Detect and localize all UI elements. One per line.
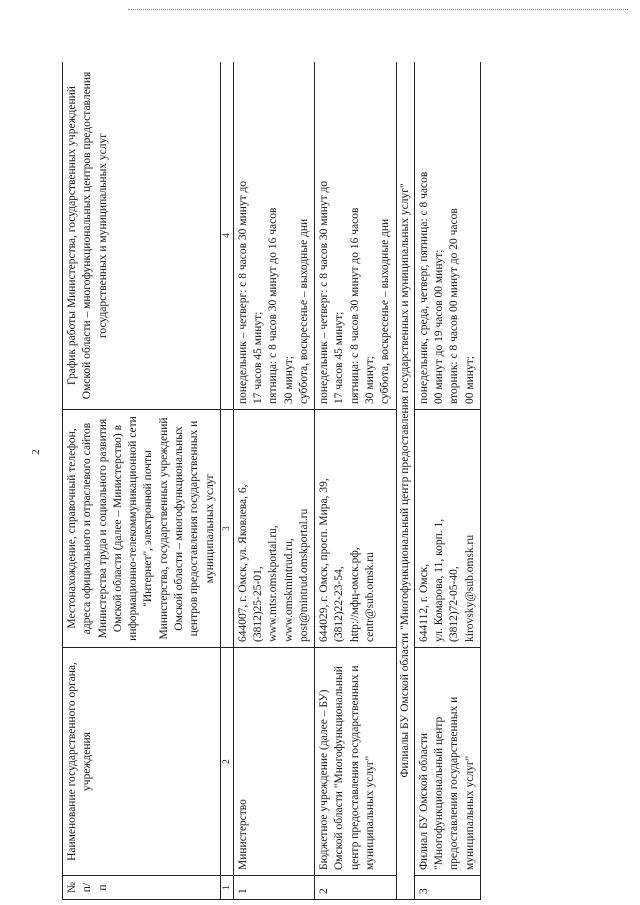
contact-line: (3812)72-05-40, xyxy=(448,566,461,642)
schedule-line: 00 минут до 19 часов 00 минут; xyxy=(433,249,446,404)
rotated-table-wrapper xyxy=(62,62,632,900)
schedule-line: вторник: с 8 часов 00 минут до 20 часов xyxy=(448,208,461,404)
schedule-line: 30 минут; xyxy=(364,356,377,404)
column-number: 3 xyxy=(220,410,233,648)
schedule-line: 00 минут; xyxy=(463,356,476,404)
header-contacts: Местонахождение, справочный телефон, адреса официального и отраслевого сайтов Министерства труда и социального развития Омской области (далее – Министерство) в информационно-телекоммуникационной сети "Интернет", электронной почты Министерства, государственных учреждений Омской области – многофункциональных центров предоставления государственных и муниципальных услуг xyxy=(63,410,221,648)
organization-name: Бюджетное учреждение (далее – БУ) Омской области "Многофункциональный центр предоставления государственных и муниципальных услуг" xyxy=(315,648,396,876)
row-number: 2 xyxy=(315,876,396,900)
contact-line: 644007, г. Омск, ул. Яковлева, 6, xyxy=(236,484,249,642)
contact-line: centr@sub.omsk.ru xyxy=(364,552,377,642)
contact-line: (3812)22-23-54, xyxy=(333,566,346,642)
column-number: 2 xyxy=(220,648,233,876)
schedule-line: пятница: с 8 часов 30 минут до 16 часов xyxy=(267,207,280,404)
contact-line: post@mintrud.omskportal.ru xyxy=(297,508,310,642)
table-row xyxy=(414,62,480,900)
page-number: 2 xyxy=(29,449,42,455)
contacts-cell xyxy=(315,410,396,648)
schedule-line: 30 минут; xyxy=(282,356,295,404)
schedule-line: суббота, воскресенье – выходные дни xyxy=(297,218,310,404)
schedule-line: суббота, воскресенье – выходные дни xyxy=(379,218,392,404)
top-rule xyxy=(128,9,628,10)
schedule-line: понедельник – четверг: с 8 часов 30 минут до xyxy=(236,180,249,404)
schedule-line: пятница: с 8 часов 30 минут до 16 часов xyxy=(348,207,361,404)
organization-name: Филиал БУ Омской области "Многофункциональный центр предоставления государственных и муниципальных услуг" xyxy=(414,648,480,876)
schedule-line: понедельник, среда, четверг, пятница: с 8 часов xyxy=(417,171,430,404)
contacts-cell xyxy=(233,410,314,648)
row-number: 1 xyxy=(233,876,314,900)
header-schedule: График работы Министерства, государственных учреждений Омской области – многофункциональных центров предоставления государственных и муниципальных услуг xyxy=(63,62,221,410)
schedule-cell xyxy=(233,62,314,410)
schedule-cell xyxy=(414,62,480,410)
schedule-line: понедельник – четверг: с 8 часов 30 минут до xyxy=(318,180,331,404)
header-number: № п/п xyxy=(63,876,221,900)
header-row xyxy=(63,62,221,900)
organization-name: Министерство xyxy=(233,648,314,876)
contact-line: (3812)25-25-01, xyxy=(252,566,265,642)
schedule-cell xyxy=(315,62,396,410)
document-sheet xyxy=(62,62,632,900)
contact-line: 644029, г. Омск, просп. Мира, 39, xyxy=(318,478,331,642)
table-row xyxy=(233,62,314,900)
header-organization: Наименование государственного органа, учреждения xyxy=(63,648,221,876)
section-title: Филиалы БУ Омской области "Многофункциональный центр предоставления государственных и муниципальных услуг" xyxy=(396,62,414,900)
contact-line: kirovsky@sub.omsk.ru xyxy=(463,534,476,642)
column-number-row xyxy=(220,62,233,900)
services-table xyxy=(62,62,481,900)
contact-line: ул. Комарова, 11, корп. 1, xyxy=(433,518,446,642)
contact-line: http://мфц-омск.рф, xyxy=(348,547,361,642)
contact-line: www.omskmintrud.ru, xyxy=(282,538,295,642)
contacts-cell xyxy=(414,410,480,648)
contact-line: www.mtsr.omskportal.ru, xyxy=(267,525,280,642)
contact-line: 644112, г. Омск, xyxy=(417,563,430,642)
section-row xyxy=(396,62,414,900)
column-number: 1 xyxy=(220,876,233,900)
table-row xyxy=(315,62,396,900)
schedule-line: 17 часов 45 минут; xyxy=(333,311,346,404)
schedule-line: 17 часов 45 минут; xyxy=(252,311,265,404)
row-number: 3 xyxy=(414,876,480,900)
column-number: 4 xyxy=(220,62,233,410)
